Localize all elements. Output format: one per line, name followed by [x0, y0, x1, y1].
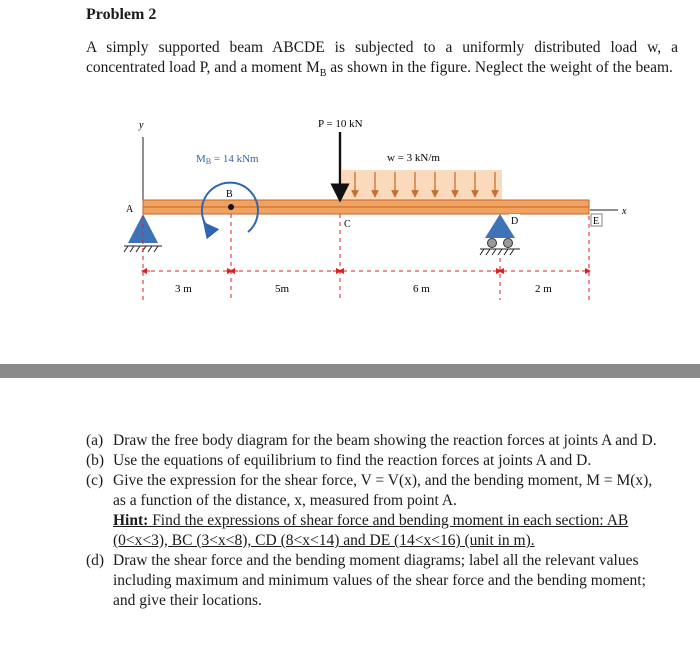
y-axis-label: y [139, 120, 144, 131]
question-text: Draw the free body diagram for the beam showing the reaction forces at joints A and D. [113, 432, 657, 449]
dim-cd-label: 6 m [413, 283, 430, 295]
question-body [113, 471, 666, 551]
question-text: Give the expression for the shear force, V = V(x), and the bending moment, M = M(x), as a function of the distance, x, measured from point A. [113, 472, 653, 509]
dimension-guides [143, 214, 589, 300]
problem-title: Problem 2 [86, 6, 157, 23]
intro-text-b: as shown in the figure. Neglect the weight of the beam. [326, 59, 673, 76]
beam-diagram [0, 108, 700, 308]
question-label: (c) [86, 472, 104, 489]
question-b [86, 451, 666, 471]
point-a-label: A [126, 204, 134, 215]
point-load-label: P = 10 kN [318, 118, 363, 130]
ground-hatch-d [480, 249, 520, 255]
roller-wheel-right [504, 239, 513, 248]
udl-label: w = 3 kN/m [387, 152, 440, 164]
point-d-label: D [511, 216, 519, 227]
problem-statement [86, 38, 678, 84]
question-list [86, 431, 666, 611]
question-d [86, 551, 666, 611]
x-axis-label: x [622, 206, 627, 217]
hint-label: Hint: [113, 512, 149, 529]
roller-wheel-left [488, 239, 497, 248]
dim-bc-label: 5m [275, 283, 290, 295]
intro-text-a: A simply supported beam ABCDE is subjected to a uniformly distributed load w, a concentrated load P, and a moment M [86, 39, 678, 76]
dim-de-label: 2 m [535, 283, 552, 295]
dim-ab-label: 3 m [175, 283, 192, 295]
intro-subscript: B [319, 68, 327, 80]
hint [113, 512, 628, 549]
hint-text: Find the expressions of shear force and bending moment in each section: AB (0<x<3), BC (3<x<8), CD (8<x<14) and DE (14<x<16) (unit in m). [113, 512, 629, 549]
question-c [86, 471, 666, 551]
question-text: Draw the shear force and the bending moment diagrams; label all the relevant values including maximum and minimum values of the shear force and the bending moment; and give their locations. [113, 552, 646, 609]
question-label: (d) [86, 552, 105, 569]
question-a [86, 431, 666, 451]
udl-region [342, 170, 502, 200]
point-b-dot [228, 204, 234, 210]
point-b-label: B [226, 189, 233, 200]
question-text: Use the equations of equilibrium to find the reaction forces at joints A and D. [113, 452, 592, 469]
question-label: (a) [86, 432, 104, 449]
point-e-label: E [593, 216, 600, 227]
moment-label: MB = 14 kNm [196, 153, 259, 166]
point-c-label: C [344, 219, 351, 230]
question-label: (b) [86, 452, 105, 469]
section-divider [0, 364, 700, 378]
